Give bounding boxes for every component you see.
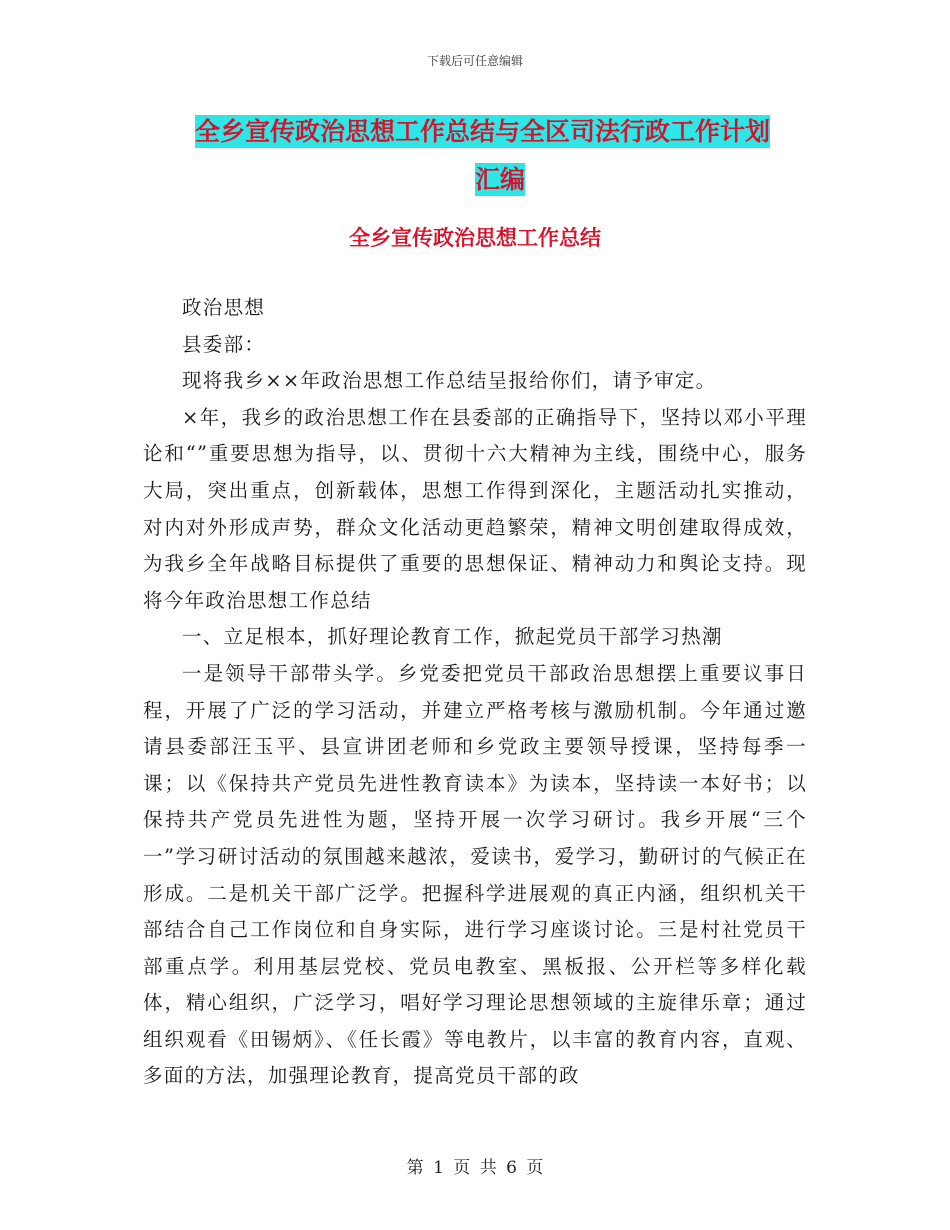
paragraph-salutation-recipient: 县委部： — [182, 332, 266, 356]
document-title-line-1: 全乡宣传政治思想工作总结与全区司法行政工作计划 — [195, 117, 771, 146]
section-title: 全乡宣传政治思想工作总结 — [349, 226, 601, 250]
page-footer-pagination: 第 1 页 共 6 页 — [406, 1158, 544, 1178]
paragraph-salutation-subject: 政治思想 — [182, 296, 266, 319]
document-title-line-2: 汇编 — [474, 165, 525, 194]
paragraph-heading-1: 一、立足根本，抓好理论教育工作，掀起党员干部学习热潮 — [182, 625, 723, 649]
document-body — [143, 290, 807, 1095]
paragraph-overview: ×年，我乡的政治思想工作在县委部的正确指导下，坚持以邓小平理论和“”重要思想为指导，以、贯彻十六大精神为主线，围绕中心，服务大局，突出重点，创新载体，思想工作得到深化，主题活动扎实推动，对内对外形成声势，群众文化活动更趋繁荣，精神文明创建取得成效，为我乡全年战略目标提供了重要的思想保证、精神动力和舆论支持。现将今年政治思想工作总结 — [143, 405, 807, 612]
page-header-note: 下载后可任意编辑 — [426, 54, 523, 68]
paragraph-intro: 现将我乡××年政治思想工作总结呈报给你们，请予审定。 — [182, 369, 717, 393]
paragraph-study-details: 一是领导干部带头学。乡党委把党员干部政治思想摆上重要议事日程，开展了广泛的学习活动，并建立严格考核与激励机制。今年通过邀请县委部汪玉平、县宣讲团老师和乡党政主要领导授课，坚持每季一课；以《保持共产党员先进性教育读本》为读本，坚持读一本好书；以保持共产党员先进性为题，坚持开展一次学习研讨。我乡开展“三个一”学习研讨活动的氛围越来越浓，爱读书，爱学习，勤研讨的气候正在形成。二是机关干部广泛学。把握科学进展观的真正内涵，组织机关干部结合自己工作岗位和自身实际，进行学习座谈讨论。三是村社党员干部重点学。利用基层党校、党员电教室、黑板报、公开栏等多样化载体，精心组织，广泛学习，唱好学习理论思想领域的主旋律乐章；通过组织观看《田锡炳》、《任长霞》等电教片，以丰富的教育内容，直观、多面的方法，加强理论教育，提高党员干部的政 — [143, 661, 807, 1088]
document-title — [195, 108, 805, 204]
